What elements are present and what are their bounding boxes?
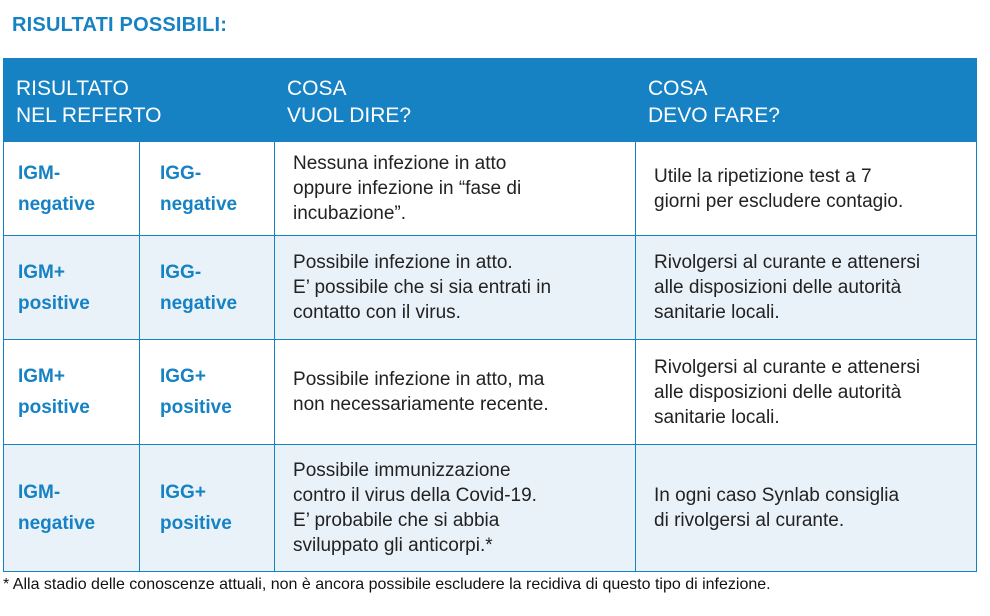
table-header-row [4,59,977,142]
header-meaning: COSA VUOL DIRE? [275,59,636,142]
table-row [4,236,977,340]
action-cell: In ogni caso Synlab consiglia di rivolgersi al curante. [636,445,977,572]
meaning-cell: Nessuna infezione in atto oppure infezione in “fase di incubazione”. [275,142,636,236]
table-row [4,445,977,572]
table-row [4,142,977,236]
igm-result: IGM- negative [4,445,140,572]
table-row [4,340,977,445]
page-title: RISULTATI POSSIBILI: [12,14,228,36]
meaning-cell: Possibile immunizzazione contro il virus della Covid-19. E’ probabile che si abbia sviluppato gli anticorpi.* [275,445,636,572]
igg-result: IGG- negative [140,236,275,340]
igg-result: IGG+ positive [140,340,275,445]
footnote: * Alla stadio delle conoscenze attuali, non è ancora possibile escludere la recidiva di questo tipo di infezione. [3,576,771,593]
action-cell: Rivolgersi al curante e attenersi alle disposizioni delle autorità sanitarie locali. [636,340,977,445]
header-result: RISULTATO NEL REFERTO [4,59,275,142]
action-cell: Rivolgersi al curante e attenersi alle disposizioni delle autorità sanitarie locali. [636,236,977,340]
header-action: COSA DEVO FARE? [636,59,977,142]
meaning-cell: Possibile infezione in atto, ma non necessariamente recente. [275,340,636,445]
results-table [3,58,977,572]
meaning-cell: Possibile infezione in atto. E’ possibile che si sia entrati in contatto con il virus. [275,236,636,340]
action-cell: Utile la ripetizione test a 7 giorni per escludere contagio. [636,142,977,236]
igg-result: IGG+ positive [140,445,275,572]
igm-result: IGM+ positive [4,236,140,340]
igm-result: IGM- negative [4,142,140,236]
igm-result: IGM+ positive [4,340,140,445]
igg-result: IGG- negative [140,142,275,236]
